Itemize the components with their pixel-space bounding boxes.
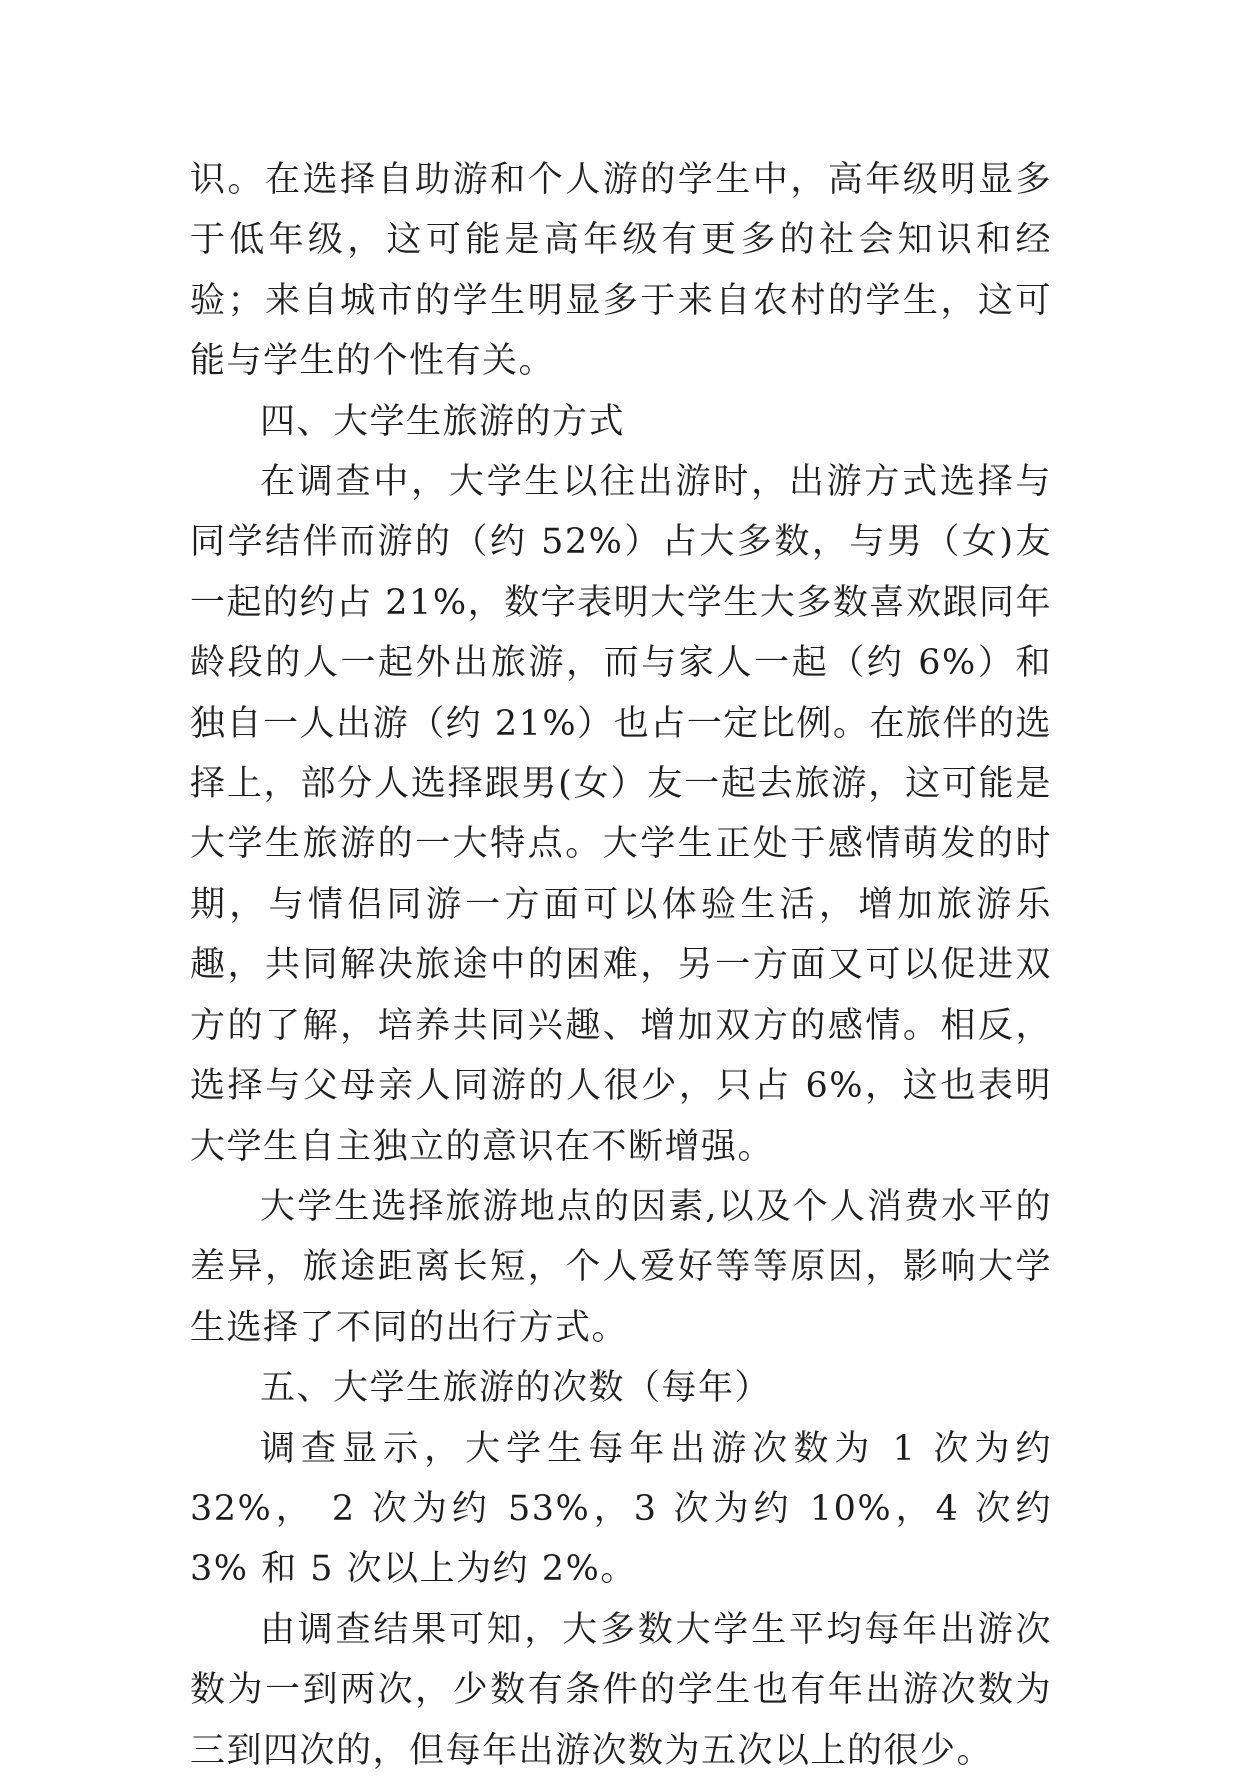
paragraph-continuation: 识。在选择自助游和个人游的学生中，高年级明显多于低年级，这可能是高年级有更多的社会知识和经验；来自城市的学生明显多于来自农村的学生，这可能与学生的个性有关。 — [190, 160, 1052, 382]
paragraph-frequency-conclusion: 由调查结果可知，大多数大学生平均每年出游次数为一到两次，少数有条件的学生也有年出游次数为三到四次的，但每年出游次数为五次以上的很少。 — [190, 1609, 1052, 1771]
section-heading-travel-frequency: 五、大学生旅游的次数（每年） — [260, 1368, 772, 1409]
paragraph-travel-companions: 在调查中，大学生以往出游时，出游方式选择与同学结伴而游的（约 52%）占大多数，与男（女)友一起的约占 21%，数字表明大学生大多数喜欢跟同年龄段的人一起外出旅游，而与家人一起（约 6%）和独自一人出游（约 21%）也占一定比例。在旅伴的选择上，部分人选择跟男(女）友一起去旅游，这可能是大学生旅游的一大特点。大学生正处于感情萌发的时期，与情侣同游一方面可以体验生活，增加旅游乐趣，共同解决旅途中的困难，另一方面又可以促进双方的了解，培养共同兴趣、增加双方的感情。相反，选择与父母亲人同游的人很少，只占 6%，这也表明大学生自主独立的意识在不断增强。 — [190, 462, 1052, 1167]
paragraph-travel-factors: 大学生选择旅游地点的因素,以及个人消费水平的差异，旅途距离长短，个人爱好等等原因，影响大学生选择了不同的出行方式。 — [190, 1186, 1052, 1348]
document-page — [190, 150, 1052, 1781]
paragraph-survey-frequency: 调查显示，大学生每年出游次数为 1 次为约 32%， 2 次为约 53%，3 次为约 10%，4 次约 3% 和 5 次以上为约 2%。 — [190, 1428, 1052, 1590]
section-heading-travel-mode: 四、大学生旅游的方式 — [260, 401, 626, 442]
